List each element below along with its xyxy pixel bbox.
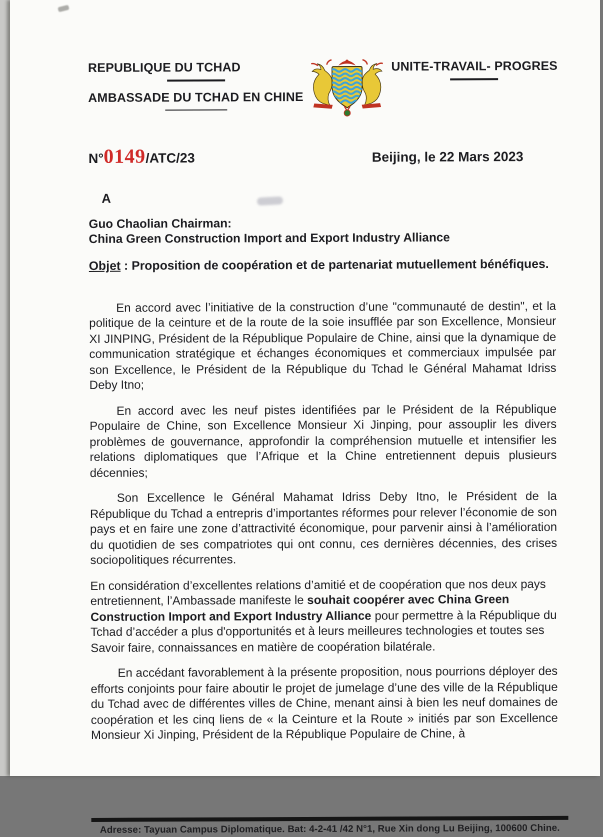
subject-line [89, 257, 556, 275]
body-paragraph: En accord avec les neuf pistes identifiées par le Président de la République Populaire de Chine, son Excellence Monsieur Xi Jinping, pour assouplir les divers problèmes de gouvernance, approfondir la compréhension mutuelle et intensifier les relations diplomatiques que l’Afrique et la Chine entretiennent depuis plusieurs décennies; [89, 401, 557, 480]
date-line: Beijing, le 22 Mars 2023 [371, 149, 524, 165]
reference-row [88, 144, 555, 169]
decorative-rule [167, 79, 225, 81]
addressee-name: Guo Chaolian Chairman: [88, 216, 232, 231]
letterhead [88, 58, 558, 124]
reference-digits: 0149 [103, 145, 146, 168]
footer-rule [91, 816, 568, 822]
body-paragraph: En considération d’excellentes relations d’amitié et de coopération que nos deux pays entretiennent, l’Ambassade manifeste le souhait coopérer avec China Green Construction Import and Export Industry Alliance pour permettre à la République du Tchad d’accéder a plus d'opportunités et à leurs meilleures technologies et toutes ses Savoir faire, connaissances en matière de coopération bilatérale. [90, 576, 557, 655]
subject-text: : Proposition de coopération et de partenariat mutuellement bénéfiques. [120, 256, 549, 273]
letter-content [10, 59, 603, 837]
motto: UNITE-TRAVAIL- PROGRES [391, 58, 558, 74]
body-paragraph: En accédant favorablement à la présente proposition, nous pourrions déployer des efforts conjoints pour faire aboutir le projet de jumelage d’une des ville de la République du Tchad avec de différentes villes de Chine, menant ainsi à bien les neuf domaines de coopération et les cinq liens de « la Ceinture et la Route » initiés par son Excellence Monsieur Xi Jinping, Président de la République Populaire de Chine, à [90, 663, 558, 742]
letter-body [89, 298, 558, 743]
reference-prefix: N° [88, 150, 104, 166]
reference-suffix: /ATC/23 [145, 150, 195, 166]
letter-page [10, 0, 600, 836]
addressee-organization: China Green Construction Import and Export Industry Alliance [88, 229, 450, 246]
embassy-name: AMBASSADE DU TCHAD EN CHINE [88, 89, 304, 105]
body-paragraph: Son Excellence le Général Mahamat Idriss Deby Itno, le Président de la République du Tchad a entrepris d’importantes réformes pour relever l’économie de son pays et en faire une zone d’attractivité économique, pour parvenir ainsi à l’amélioration du quotidien de ses compatriotes qui ont connu, ces dernières décennies, des crises sociopolitiques récurrentes. [89, 488, 558, 567]
scan-artifact-mark [58, 5, 70, 13]
letterhead-left [88, 60, 303, 111]
decorative-rule [450, 78, 498, 80]
republic-name: REPUBLIQUE DU TCHAD [88, 60, 241, 75]
salutation: A [101, 190, 112, 206]
page-footer [91, 816, 568, 836]
decorative-rule [165, 109, 227, 111]
footer-address: Adresse: Tayuan Campus Diplomatique. Bat: 4-2-41 /42 N°1, Rue Xin dong Lu Beijing, 100600 Chine. [99, 822, 560, 836]
subject-label: Objet [88, 258, 121, 273]
addressee-block [89, 215, 556, 246]
letterhead-right [391, 59, 557, 80]
body-paragraph: En accord avec l’initiative de la construction d’une "communauté de destin", et la politique de la ceinture et de la route de la soie insufflée par son Excellence, Monsieur XI JINPING, Président de la République Populaire de Chine, ainsi que la dynamique de communication stratégique et échanges économiques et commerciaux impulsée par son Excellence, le Président de la République du Tchad le Général Mahamat Idriss Deby Itno; [89, 298, 557, 392]
reference-number [88, 145, 195, 168]
chad-coat-of-arms-icon [303, 58, 391, 123]
